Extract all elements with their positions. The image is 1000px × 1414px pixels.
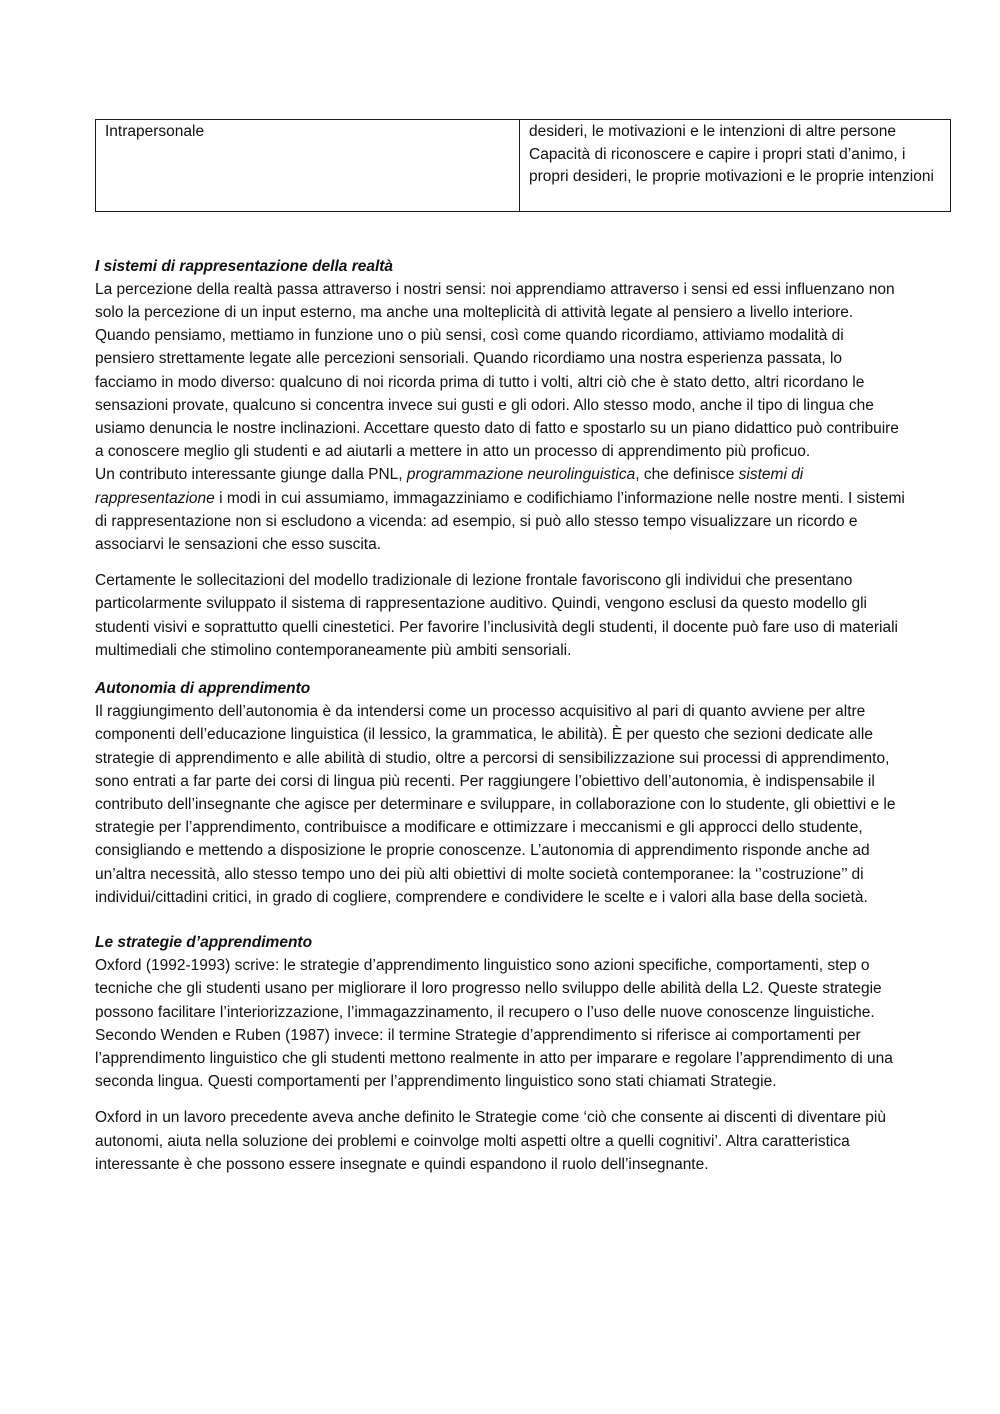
section-heading: Autonomia di apprendimento: [95, 679, 311, 697]
paragraph-text: , che definisce: [635, 466, 739, 484]
section-autonomia: [95, 677, 905, 909]
paragraph: Oxford in un lavoro precedente aveva anche definito le Strategie come ‘ciò che consente ai discenti di diventare più autonomi, aiuta nella soluzione dei problemi e coinvolge molti aspetti oltre a quelli cognitivi’. Altra caratteristica interessante è che possono essere insegnate e quindi espandono il ruolo dell’insegnante.: [95, 1109, 886, 1173]
document-page: [95, 119, 934, 1176]
section-strategie: [95, 931, 905, 1176]
section-heading: Le strategie d’apprendimento: [95, 933, 313, 951]
table-cell-type: [96, 120, 520, 212]
section-sistemi: [95, 255, 905, 662]
cell-text: desideri, le motivazioni e le intenzioni di altre persone: [529, 123, 897, 140]
paragraph: Oxford (1992-1993) scrive: le strategie d’apprendimento linguistico sono azioni specifiche, comportamenti, step o tecniche che gli studenti usano per migliorare il loro progresso nello sviluppo delle abilità della L2. Queste strategie possono facilitare l’interiorizzazione, l’immagazzinamento, il recupero o l’uso delle nuove conoscenze linguistiche.: [95, 957, 882, 1021]
paragraph: Il raggiungimento dell’autonomia è da intendersi come un processo acquisitivo al pari di quanto avviene per altre componenti dell’educazione linguistica (il lessico, la grammatica, le abilità). È per questo che sezioni dedicate alle strategie di apprendimento e alle abilità di studio, oltre a percorsi di sensibilizzazione sui processi di apprendimento, sono entrati a far parte dei corsi di lingua più recenti. Per raggiungere l’obiettivo dell’autonomia, è indispensabile il contributo dell’insegnante che agisce per determinare e sviluppare, in collaborazione con lo studente, gli obiettivi e le strategie per l’apprendimento, contribuisce a modificare e ottimizzare i meccanismi e gli approcci dello studente, consigliando e mettendo a disposizione le proprie conoscenze. L’autonomia di apprendimento risponde anche ad un’altra necessità, allo stesso tempo uno dei più alti obiettivi di molte società contemporanee: la ‘’costruzione’’ di individui/cittadini critici, in grado di cogliere, comprendere e condividere le scelte e i valori alla base della società.: [95, 703, 896, 906]
paragraph: Certamente le sollecitazioni del modello tradizionale di lezione frontale favoriscono gli individui che presentano particolarmente sviluppato il sistema di rappresentazione auditivo. Quindi, vengono esclusi da questo modello gli studenti visivi e soprattutto quelli cinestetici. Per favorire l’inclusività degli studenti, il docente può fare uso di materiali multimediali che stimolino contemporaneamente più ambiti sensoriali.: [95, 572, 898, 659]
cell-text: Intrapersonale: [105, 123, 205, 140]
paragraph: [95, 463, 905, 556]
paragraph-text: Un contributo interessante giunge dalla PNL,: [95, 466, 407, 484]
paragraph: La percezione della realtà passa attraverso i nostri sensi: noi apprendiamo attraverso i sensi ed essi influenzano non solo la percezione di un input esterno, ma anche una molteplicità di attività legate al pensiero a livello interiore. Quando pensiamo, mettiamo in funzione uno o più sensi, così come quando ricordiamo, attiviamo modalità di pensiero strettamente legate alle percezioni sensoriali. Quando ricordiamo una nostra esperienza passata, lo facciamo in modo diverso: qualcuno di noi ricorda prima di tutto i volti, altri ciò che è stato detto, altri ricordano le sensazioni provate, qualcuno si concentra invece sui gusti e gli odori. Allo stesso modo, anche il tipo di lingua che usiamo denuncia le nostre inclinazioni. Accettare questo dato di fatto e spostarlo su un piano didattico può contribuire a conoscere meglio gli studenti e ad aiutarli a mettere in atto un processo di apprendimento più proficuo.: [95, 280, 899, 461]
table-row: [96, 120, 951, 212]
paragraph: Secondo Wenden e Ruben (1987) invece: il termine Strategie d’apprendimento si riferisce ai comportamenti per l’apprendimento linguistico che gli studenti mettono realmente in atto per imparare e regolare l’apprendimento di una seconda lingua. Questi comportamenti per l’apprendimento linguistico sono stati chiamati Strategie.: [95, 1026, 893, 1091]
paragraph-text: i modi in cui assumiamo, immagazziniamo e codifichiamo l’informazione nelle nostre menti. I sistemi di rappresentazione non si escludono a vicenda: ad esempio, si può allo stesso tempo visualizzare un ricordo e associarvi le sensazioni che esso suscita.: [95, 489, 905, 553]
section-heading: I sistemi di rappresentazione della realtà: [95, 257, 394, 275]
table-cell-description: [520, 120, 951, 212]
intelligence-table: [95, 119, 951, 212]
paragraph-emphasis: sistemi di rappresentazione: [95, 466, 804, 507]
cell-text: Capacità di riconoscere e capire i propri stati d’animo, i propri desideri, le proprie motivazioni e le proprie intenzioni: [529, 145, 934, 185]
paragraph-emphasis: programmazione neurolinguistica: [406, 466, 636, 484]
